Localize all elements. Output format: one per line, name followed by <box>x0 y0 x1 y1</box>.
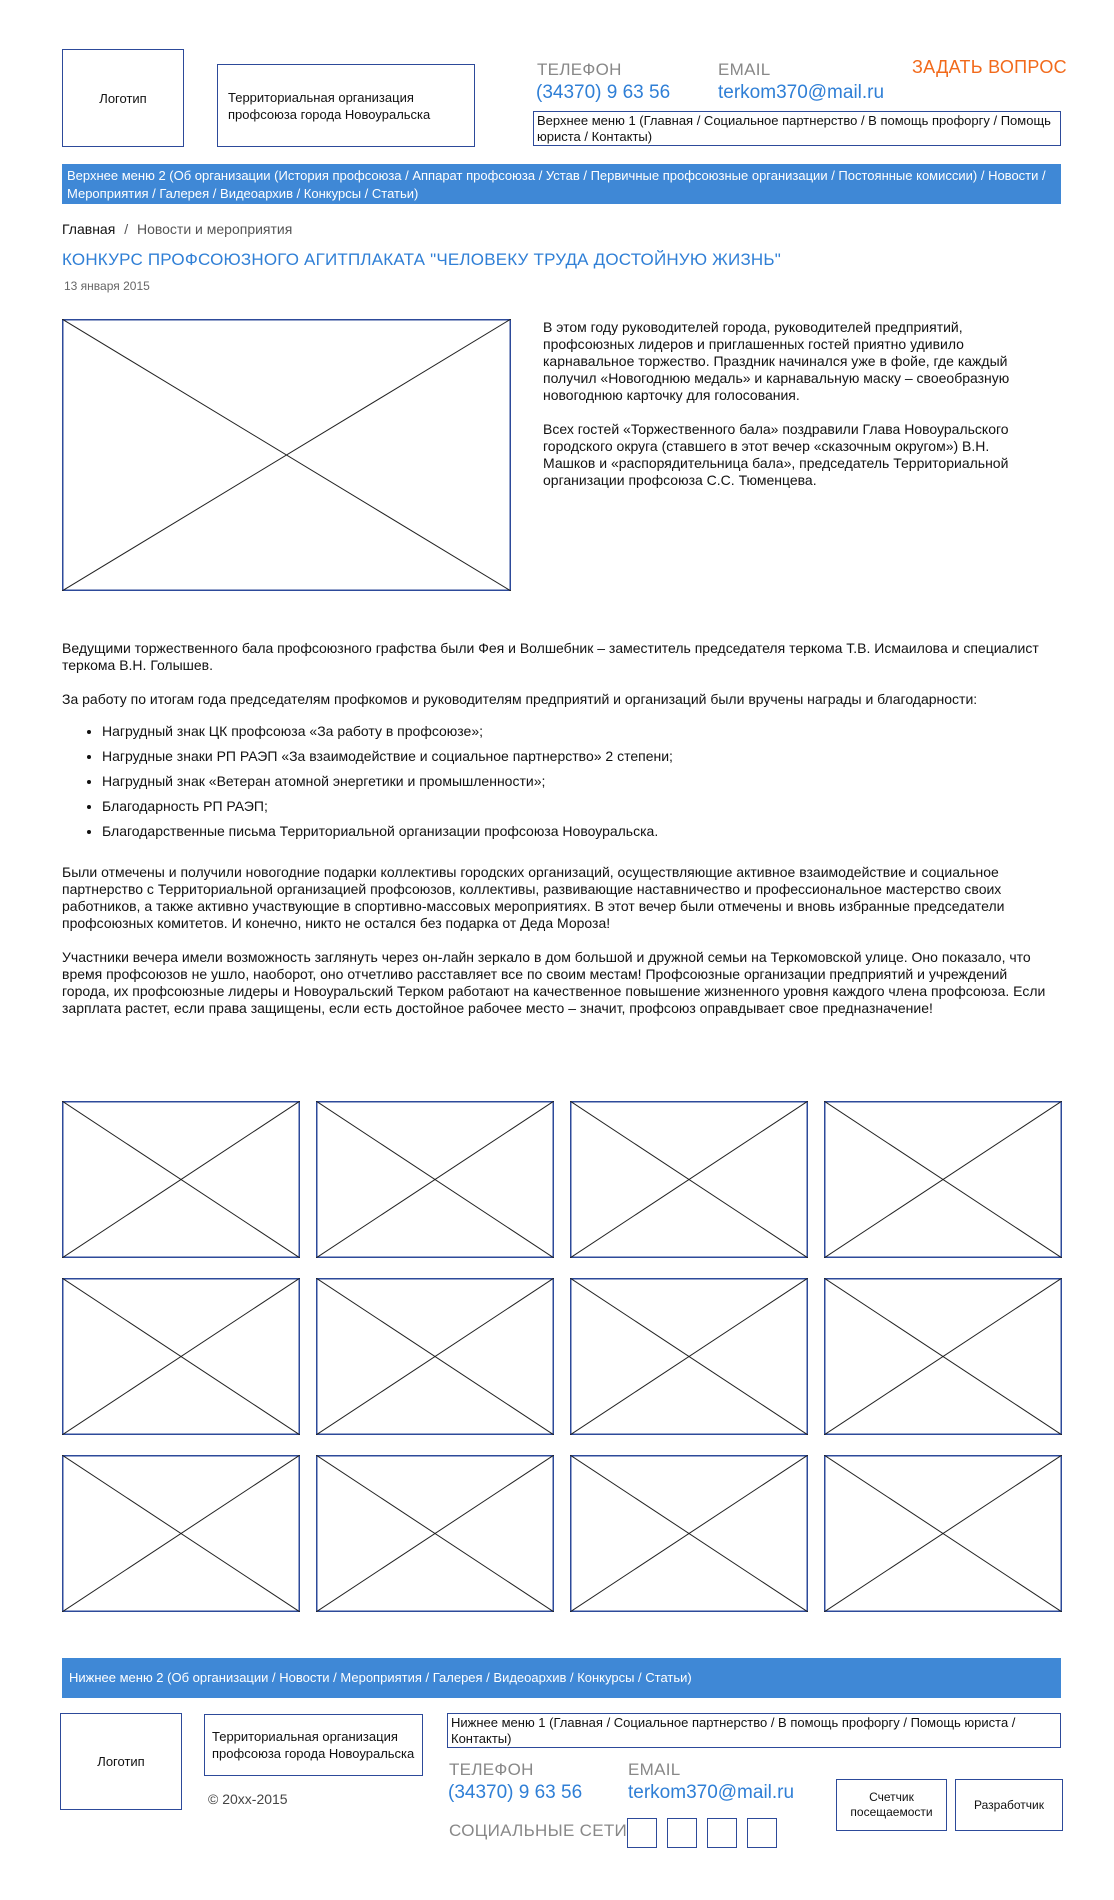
header-phone-label: ТЕЛЕФОН <box>537 60 622 79</box>
footer-logo-label: Логотип <box>97 1754 145 1769</box>
gallery-image[interactable] <box>62 1101 300 1258</box>
copyright: © 20xx-2015 <box>208 1791 288 1807</box>
gallery-image[interactable] <box>62 1455 300 1612</box>
article-date: 13 января 2015 <box>64 279 150 293</box>
gallery-image[interactable] <box>62 1278 300 1435</box>
intro-paragraph-1: В этом году руководителей города, руководителей предприятий, профсоюзных лидеров и приглашенных гостей приятно удивило карнавальное торжество. Праздник начинался уже в фойе, где каждый получил «Новогоднюю медаль» и карнавальную маску – своеобразную новогоднюю карточку для голосования. <box>543 319 1010 403</box>
header-logo-label: Логотип <box>99 90 147 106</box>
breadcrumb <box>62 221 292 237</box>
breadcrumb-home[interactable]: Главная <box>62 221 116 237</box>
body-paragraph-2: За работу по итогам года председателям профкомов и руководителям предприятий и организаций были вручены награды и благодарности: <box>62 691 978 707</box>
gallery-image[interactable] <box>824 1278 1062 1435</box>
gallery-image[interactable] <box>316 1455 554 1612</box>
list-item: • Благодарность РП РАЭП; <box>102 798 1052 815</box>
gallery-image[interactable] <box>316 1278 554 1435</box>
list-item: • Нагрудный знак ЦК профсоюза «За работу в профсоюзе»; <box>102 723 1052 740</box>
social-networks-label: СОЦИАЛЬНЫЕ СЕТИ <box>449 1821 628 1840</box>
list-item: • Нагрудный знак «Ветеран атомной энергетики и промышленности»; <box>102 773 1052 790</box>
developer-link[interactable]: Разработчик <box>955 1779 1063 1831</box>
footer-org-name: Территориальная организация профсоюза города Новоуральска <box>204 1714 423 1776</box>
page-title: КОНКУРС ПРОФСОЮЗНОГО АГИТПЛАКАТА "ЧЕЛОВЕКУ ТРУДА ДОСТОЙНУЮ ЖИЗНЬ" <box>62 250 781 269</box>
social-link-1[interactable] <box>627 1818 657 1848</box>
bottom-menu-1[interactable]: Нижнее меню 1 (Главная / Социальное партнерство / В помощь профоргу / Помощь юриста / Контакты) <box>447 1713 1061 1748</box>
gallery-image[interactable] <box>570 1455 808 1612</box>
header-email[interactable]: terkom370@mail.ru <box>718 82 885 103</box>
gallery-image[interactable] <box>824 1101 1062 1258</box>
ask-question-button[interactable]: ЗАДАТЬ ВОПРОС <box>912 57 1067 77</box>
top-menu-2[interactable]: Верхнее меню 2 (Об организации (История профсоюза / Аппарат профсоюза / Устав / Первичные профсоюзные организации / Постоянные комиссии) / Новости / Мероприятия / Галерея / Видеоархив / Конкурсы / Статьи) <box>62 164 1061 204</box>
body-paragraph-4: Участники вечера имели возможность заглянуть через он-лайн зеркало в дом большой и дружной семьи на Теркомовской улице. Оно показало, что время профсоюзов не ушло, наоборот, оно отчетливо расставляет все по своим местам! Профсоюзные организации предприятий и учреждений города, их профсоюзные лидеры и Новоуральский Терком работают на качественное повышение жизненного уровня каждого члена профсоюза. Если зарплата растет, если права защищены, если есть достойное рабочее место – значит, профсоюз оправдывает свое предназначение! <box>62 949 1046 1016</box>
footer-email[interactable]: terkom370@mail.ru <box>628 1782 795 1803</box>
intro-paragraph-2: Всех гостей «Торжественного бала» поздравили Глава Новоуральского городского округа (ставшего в этот вечер «сказочным округом») В.Н. Машков и «распорядительница бала», председатель Территориальной организации профсоюза С.С. Тюменцева. <box>543 421 1009 488</box>
list-item: • Нагрудные знаки РП РАЭП «За взаимодействие и социальное партнерство» 2 степени; <box>102 748 1052 765</box>
article-body <box>62 640 1052 1017</box>
photo-gallery <box>62 1101 1061 1609</box>
article-intro <box>543 319 1023 489</box>
gallery-image[interactable] <box>316 1101 554 1258</box>
breadcrumb-current: Новости и мероприятия <box>136 221 293 237</box>
header-org-name: Территориальная организация профсоюза города Новоуральска <box>217 64 475 147</box>
visit-counter[interactable]: Счетчик посещаемости <box>836 1779 947 1831</box>
breadcrumb-separator: / <box>124 221 129 237</box>
gallery-image[interactable] <box>570 1101 808 1258</box>
footer-email-label: EMAIL <box>628 1760 681 1779</box>
gallery-image[interactable] <box>824 1455 1062 1612</box>
social-link-3[interactable] <box>707 1818 737 1848</box>
bottom-menu-2[interactable]: Нижнее меню 2 (Об организации / Новости / Мероприятия / Галерея / Видеоархив / Конкурсы / Статьи) <box>62 1658 1061 1698</box>
awards-list <box>62 723 1052 840</box>
footer-logo[interactable] <box>60 1713 182 1810</box>
top-menu-1[interactable]: Верхнее меню 1 (Главная / Социальное партнерство / В помощь профоргу / Помощь юриста / Контакты) <box>533 111 1061 146</box>
social-link-2[interactable] <box>667 1818 697 1848</box>
header-email-label: EMAIL <box>718 60 771 79</box>
article-main-image <box>62 319 511 591</box>
header-logo[interactable] <box>62 49 184 147</box>
header-phone[interactable]: (34370) 9 63 56 <box>536 82 671 103</box>
gallery-image[interactable] <box>570 1278 808 1435</box>
social-link-4[interactable] <box>747 1818 777 1848</box>
footer-phone-label: ТЕЛЕФОН <box>449 1760 534 1779</box>
body-paragraph-3: Были отмечены и получили новогодние подарки коллективы городских организаций, осуществляющие активное взаимодействие и социальное партнерство с Территориальной организацией профсоюзов, коллективы, развивающие наставничество и профессиональное мастерство своих работников, а также активно участвующие в спортивно-массовых мероприятиях. В этот вечер были отмечены и вновь избранные председатели профсоюзных комитетов. И конечно, никто не остался без подарка от Деда Мороза! <box>62 864 1005 931</box>
footer-phone[interactable]: (34370) 9 63 56 <box>448 1782 583 1803</box>
list-item: • Благодарственные письма Территориальной организации профсоюза Новоуральска. <box>102 823 1052 840</box>
body-paragraph-1: Ведущими торжественного бала профсоюзного графства были Фея и Волшебник – заместитель председателя теркома Т.В. Исмаилова и специалист теркома В.Н. Голышев. <box>62 640 1039 673</box>
